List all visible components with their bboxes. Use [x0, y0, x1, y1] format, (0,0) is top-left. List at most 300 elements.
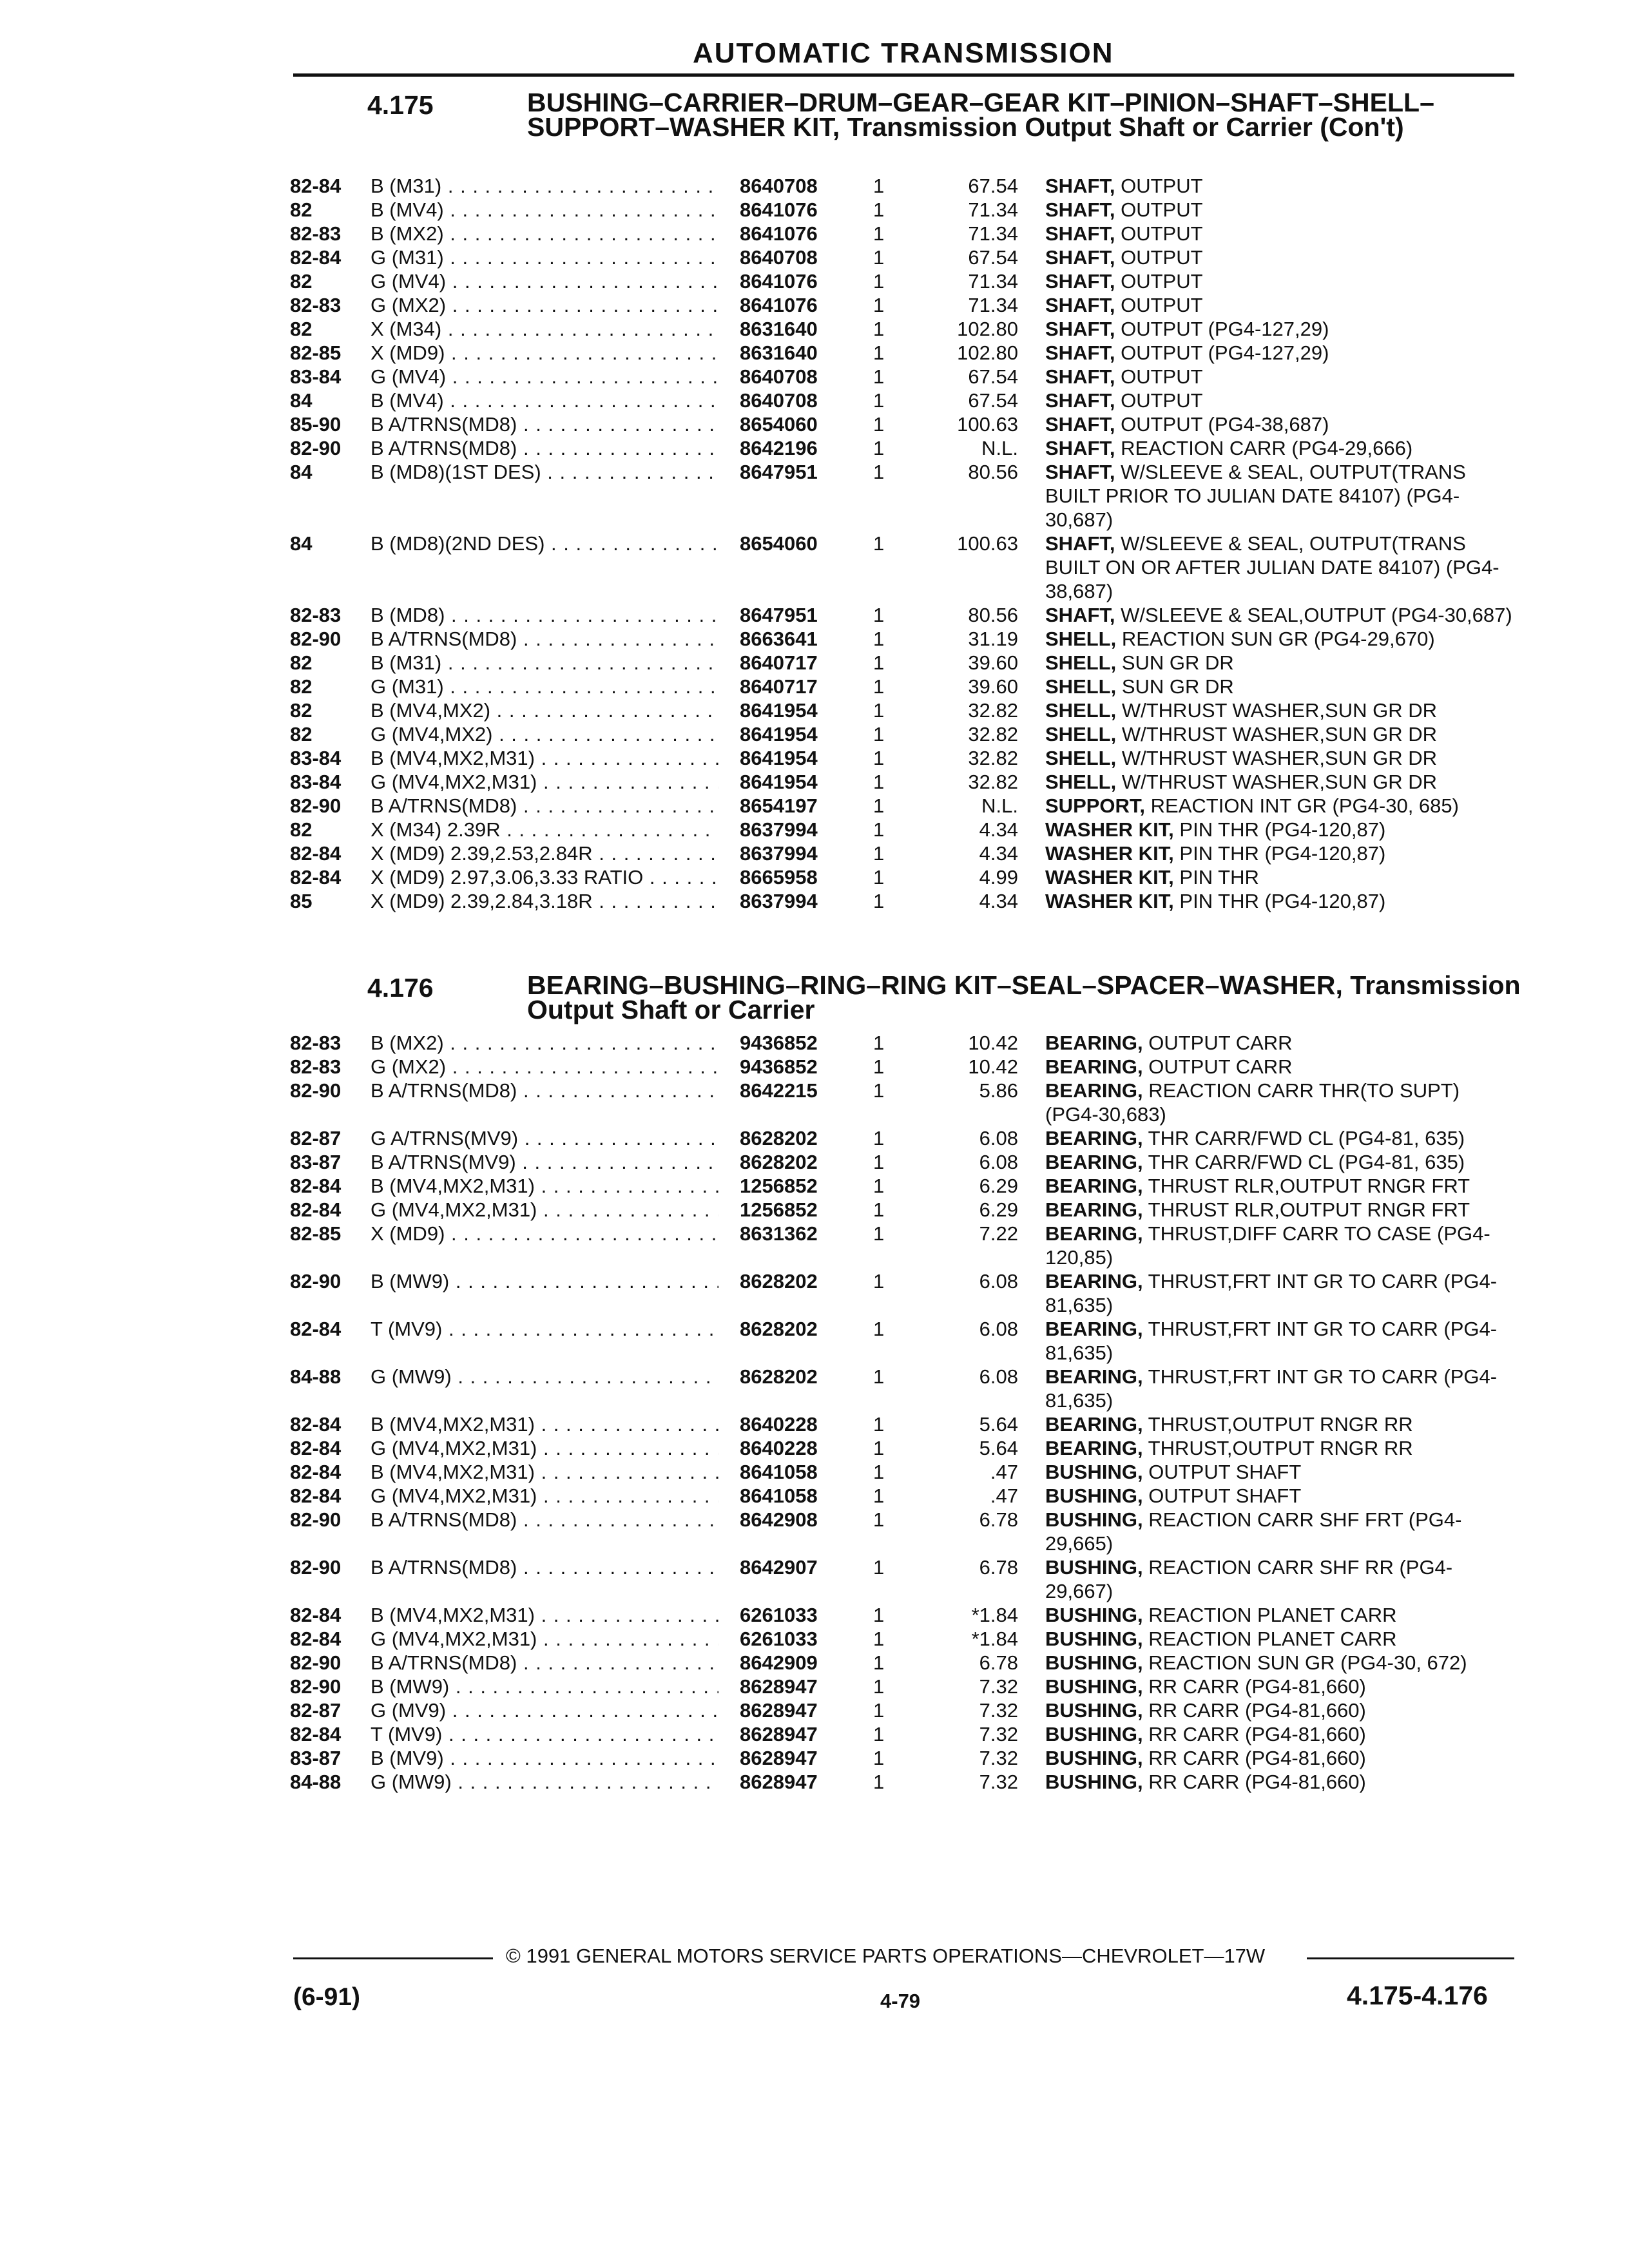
price-cell: 7.32 [979, 1699, 1018, 1722]
table-row [0, 1698, 1629, 1722]
footer-rule-left [293, 1957, 493, 1959]
part-description: RR CARR (PG4-81,660) [1148, 1699, 1366, 1722]
price-cell: 80.56 [968, 604, 1018, 626]
price-cell: 32.82 [968, 747, 1018, 769]
model-cell: X (M34) 2.39R . . . [371, 818, 718, 841]
year-cell: 82-84 [290, 175, 342, 197]
quantity-cell: 1 [873, 1508, 885, 1531]
year-cell: 82-90 [290, 1556, 342, 1579]
quantity-cell: 1 [873, 866, 885, 889]
price-cell: 31.19 [968, 628, 1018, 650]
year-cell: 82 [290, 318, 313, 340]
part-description: OUTPUT [1121, 246, 1203, 269]
year-cell: 82 [290, 198, 313, 221]
part-name: SHAFT, [1045, 222, 1115, 245]
description-cell [1045, 1627, 1512, 1651]
price-cell: 67.54 [968, 389, 1018, 412]
part-number-cell: 8641954 [740, 771, 818, 793]
description-cell [1045, 770, 1512, 794]
part-number-cell: 8665958 [740, 866, 818, 889]
description-cell [1045, 865, 1512, 889]
part-name: SHAFT, [1045, 437, 1115, 459]
part-name: SHAFT, [1045, 318, 1115, 340]
model-cell: B (MV4,MX2,M31) . . . [371, 1460, 718, 1484]
footer-page-number: 4-79 [880, 1990, 921, 2012]
part-description: THRUST RLR,OUTPUT RNGR FRT [1148, 1175, 1470, 1197]
model-cell: B (MV4,MX2,M31) . . . [371, 746, 718, 770]
table-row [0, 1460, 1629, 1484]
quantity-cell: 1 [873, 1485, 885, 1507]
part-number-cell: 8628947 [740, 1699, 818, 1722]
part-name: WASHER KIT, [1045, 818, 1174, 841]
description-cell [1045, 1460, 1512, 1484]
model-cell: G (MV4) . . . [371, 365, 718, 389]
part-number-cell: 8654060 [740, 413, 818, 436]
quantity-cell: 1 [873, 1747, 885, 1769]
table-row [0, 1722, 1629, 1746]
price-cell: 4.99 [979, 866, 1018, 889]
part-number-cell: 8654197 [740, 794, 818, 817]
part-name: SHAFT, [1045, 246, 1115, 269]
description-cell [1045, 460, 1512, 532]
description-cell [1045, 1055, 1512, 1079]
year-cell: 82-84 [290, 246, 342, 269]
part-description: SUN GR DR [1121, 675, 1234, 698]
model-cell: X (MD9) . . . [371, 341, 718, 365]
model-cell: B (MV4,MX2,M31) . . . [371, 1174, 718, 1198]
description-cell [1045, 818, 1512, 841]
price-cell: N.L. [981, 794, 1018, 817]
part-number-cell: 8640708 [740, 365, 818, 388]
description-cell [1045, 1436, 1512, 1460]
part-name: WASHER KIT, [1045, 866, 1174, 889]
quantity-cell: 1 [873, 1079, 885, 1102]
part-description: REACTION PLANET CARR [1148, 1628, 1397, 1650]
part-number-cell: 8637994 [740, 818, 818, 841]
year-cell: 84 [290, 389, 313, 412]
model-cell: B (MD8)(1ST DES) . . . [371, 460, 718, 484]
table-row [0, 770, 1629, 794]
description-cell [1045, 269, 1512, 293]
year-cell: 82-84 [290, 1437, 342, 1459]
table-row [0, 198, 1629, 222]
model-cell: B A/TRNS(MD8) . . . [371, 1555, 718, 1579]
model-cell: B (MW9) . . . [371, 1269, 718, 1293]
description-cell [1045, 198, 1512, 222]
year-cell: 82 [290, 651, 313, 674]
table-row [0, 269, 1629, 293]
part-description: RR CARR (PG4-81,660) [1148, 1747, 1366, 1769]
description-cell [1045, 1698, 1512, 1722]
year-cell: 82-84 [290, 1604, 342, 1626]
part-name: BEARING, [1045, 1127, 1143, 1149]
year-cell: 82-90 [290, 1508, 342, 1531]
year-cell: 82-85 [290, 1222, 342, 1245]
description-cell [1045, 1555, 1512, 1603]
part-description: OUTPUT [1121, 222, 1203, 245]
quantity-cell: 1 [873, 651, 885, 674]
part-number-cell: 8642196 [740, 437, 818, 459]
part-number-cell: 8628947 [740, 1771, 818, 1793]
model-cell: B (M31) . . . [371, 651, 718, 675]
price-cell: 67.54 [968, 365, 1018, 388]
model-cell: B A/TRNS(MD8) . . . [371, 1508, 718, 1532]
quantity-cell: 1 [873, 723, 885, 745]
quantity-cell: 1 [873, 1651, 885, 1674]
parts-table [0, 1031, 1629, 1794]
description-cell [1045, 1603, 1512, 1627]
price-cell: N.L. [981, 437, 1018, 459]
description-cell [1045, 245, 1512, 269]
year-cell: 83-84 [290, 771, 342, 793]
quantity-cell: 1 [873, 675, 885, 698]
part-name: SHELL, [1045, 747, 1117, 769]
year-cell: 82-84 [290, 1461, 342, 1483]
year-cell: 82-84 [290, 1485, 342, 1507]
part-number-cell: 1256852 [740, 1198, 818, 1221]
description-cell [1045, 1365, 1512, 1412]
table-row [0, 675, 1629, 698]
parts-table [0, 174, 1629, 913]
price-cell: 10.42 [968, 1055, 1018, 1078]
year-cell: 82-90 [290, 628, 342, 650]
year-cell: 82-84 [290, 1175, 342, 1197]
part-number-cell: 8640708 [740, 175, 818, 197]
price-cell: 67.54 [968, 246, 1018, 269]
price-cell: 6.29 [979, 1198, 1018, 1221]
year-cell: 82-83 [290, 222, 342, 245]
description-cell [1045, 436, 1512, 460]
section-title: BUSHING–CARRIER–DRUM–GEAR–GEAR KIT–PINION–SHAFT–SHELL–SUPPORT–WASHER KIT, Transmission Output Shaft or Carrier (Con't) [527, 88, 1434, 142]
model-cell: B (MV4,MX2) . . . [371, 698, 718, 722]
price-cell: 39.60 [968, 675, 1018, 698]
table-row [0, 1484, 1629, 1508]
table-row [0, 532, 1629, 603]
part-name: SHELL, [1045, 651, 1117, 674]
part-description: REACTION INT GR (PG4-30, 685) [1150, 794, 1459, 817]
quantity-cell: 1 [873, 1437, 885, 1459]
description-cell [1045, 1508, 1512, 1555]
model-cell: B (M31) . . . [371, 174, 718, 198]
description-cell [1045, 1222, 1512, 1269]
part-description: RR CARR (PG4-81,660) [1148, 1771, 1366, 1793]
description-cell [1045, 1269, 1512, 1317]
part-name: BEARING, [1045, 1270, 1143, 1293]
year-cell: 82-84 [290, 866, 342, 889]
part-name: BEARING, [1045, 1198, 1143, 1221]
part-description: W/THRUST WASHER,SUN GR DR [1121, 771, 1437, 793]
part-description: PIN THR [1179, 866, 1259, 889]
model-cell: B (MW9) . . . [371, 1675, 718, 1698]
part-description: OUTPUT [1121, 198, 1203, 221]
model-cell: G (MV4,MX2,M31) . . . [371, 1436, 718, 1460]
table-row [0, 1174, 1629, 1198]
part-name: BUSHING, [1045, 1556, 1143, 1579]
quantity-cell: 1 [873, 1151, 885, 1173]
part-number-cell: 8654060 [740, 532, 818, 555]
year-cell: 82 [290, 818, 313, 841]
year-cell: 82-90 [290, 1675, 342, 1698]
table-row [0, 698, 1629, 722]
year-cell: 84 [290, 532, 313, 555]
price-cell: 39.60 [968, 651, 1018, 674]
part-name: SHAFT, [1045, 604, 1115, 626]
table-row [0, 889, 1629, 913]
part-description: REACTION CARR SHF RR (PG4-29,667) [1045, 1556, 1453, 1602]
part-name: BUSHING, [1045, 1771, 1143, 1793]
quantity-cell: 1 [873, 365, 885, 388]
part-name: SHAFT, [1045, 389, 1115, 412]
part-number-cell: 8628202 [740, 1151, 818, 1173]
footer-copyright: © 1991 GENERAL MOTORS SERVICE PARTS OPERATIONS—CHEVROLET—17W [506, 1945, 1266, 1967]
model-cell: B A/TRNS(MD8) . . . [371, 412, 718, 436]
part-description: PIN THR (PG4-120,87) [1179, 842, 1386, 865]
table-row [0, 722, 1629, 746]
description-cell [1045, 1079, 1512, 1126]
year-cell: 82-84 [290, 1628, 342, 1650]
part-name: BEARING, [1045, 1175, 1143, 1197]
part-name: BUSHING, [1045, 1508, 1143, 1531]
part-number-cell: 8641954 [740, 747, 818, 769]
quantity-cell: 1 [873, 1556, 885, 1579]
quantity-cell: 1 [873, 318, 885, 340]
part-number-cell: 8628947 [740, 1723, 818, 1745]
price-cell: 4.34 [979, 842, 1018, 865]
quantity-cell: 1 [873, 604, 885, 626]
price-cell: 71.34 [968, 222, 1018, 245]
page-header-title: AUTOMATIC TRANSMISSION [693, 37, 1114, 69]
part-description: THRUST,OUTPUT RNGR RR [1148, 1437, 1413, 1459]
part-name: SHAFT, [1045, 294, 1115, 316]
table-row [0, 1603, 1629, 1627]
price-cell: 6.08 [979, 1318, 1018, 1340]
section-number: 4.175 [367, 90, 434, 120]
price-cell: 5.64 [979, 1413, 1018, 1436]
description-cell [1045, 222, 1512, 245]
price-cell: 6.29 [979, 1175, 1018, 1197]
quantity-cell: 1 [873, 1628, 885, 1650]
price-cell: 32.82 [968, 771, 1018, 793]
table-row [0, 222, 1629, 245]
description-cell [1045, 698, 1512, 722]
part-number-cell: 8640228 [740, 1437, 818, 1459]
description-cell [1045, 1317, 1512, 1365]
year-cell: 82-90 [290, 437, 342, 459]
description-cell [1045, 722, 1512, 746]
price-cell: 80.56 [968, 461, 1018, 483]
price-cell: 100.63 [957, 532, 1018, 555]
quantity-cell: 1 [873, 532, 885, 555]
price-cell: 67.54 [968, 175, 1018, 197]
model-cell: X (MD9) 2.97,3.06,3.33 RATIO . . . [371, 865, 718, 889]
quantity-cell: 1 [873, 747, 885, 769]
part-description: THR CARR/FWD CL (PG4-81, 635) [1148, 1151, 1465, 1173]
model-cell: X (MD9) 2.39,2.53,2.84R . . . [371, 841, 718, 865]
part-name: SHELL, [1045, 699, 1117, 722]
price-cell: 5.86 [979, 1079, 1018, 1102]
model-cell: G (MV4,MX2,M31) . . . [371, 1484, 718, 1508]
quantity-cell: 1 [873, 246, 885, 269]
part-number-cell: 8642215 [740, 1079, 818, 1102]
description-cell [1045, 412, 1512, 436]
table-row [0, 174, 1629, 198]
table-row [0, 818, 1629, 841]
table-row [0, 460, 1629, 532]
part-description: REACTION CARR THR(TO SUPT) (PG4-30,683) [1045, 1079, 1460, 1126]
part-number-cell: 8642907 [740, 1556, 818, 1579]
year-cell: 82-83 [290, 294, 342, 316]
part-name: BUSHING, [1045, 1604, 1143, 1626]
part-number-cell: 8647951 [740, 461, 818, 483]
quantity-cell: 1 [873, 890, 885, 912]
description-cell [1045, 341, 1512, 365]
quantity-cell: 1 [873, 818, 885, 841]
table-row [0, 1770, 1629, 1794]
price-cell: .47 [990, 1485, 1018, 1507]
part-description: REACTION CARR SHF FRT (PG4-29,665) [1045, 1508, 1462, 1555]
part-name: WASHER KIT, [1045, 842, 1174, 865]
quantity-cell: 1 [873, 842, 885, 865]
table-row [0, 1746, 1629, 1770]
year-cell: 82-84 [290, 1318, 342, 1340]
quantity-cell: 1 [873, 1055, 885, 1078]
price-cell: 7.32 [979, 1771, 1018, 1793]
description-cell [1045, 365, 1512, 389]
quantity-cell: 1 [873, 1175, 885, 1197]
price-cell: 102.80 [957, 318, 1018, 340]
part-description: THR CARR/FWD CL (PG4-81, 635) [1148, 1127, 1465, 1149]
description-cell [1045, 317, 1512, 341]
price-cell: *1.84 [971, 1628, 1018, 1650]
model-cell: B (MV4) . . . [371, 198, 718, 222]
table-row [0, 1317, 1629, 1365]
description-cell [1045, 174, 1512, 198]
quantity-cell: 1 [873, 341, 885, 364]
part-number-cell: 8628202 [740, 1318, 818, 1340]
description-cell [1045, 889, 1512, 913]
description-cell [1045, 1412, 1512, 1436]
model-cell: G (MV4,MX2,M31) . . . [371, 1627, 718, 1651]
table-row [0, 317, 1629, 341]
quantity-cell: 1 [873, 389, 885, 412]
section-title: BEARING–BUSHING–RING–RING KIT–SEAL–SPACER–WASHER, Transmission Output Shaft or Carrier [527, 970, 1521, 1024]
model-cell: G (MV9) . . . [371, 1698, 718, 1722]
year-cell: 82-85 [290, 341, 342, 364]
part-name: SHAFT, [1045, 532, 1115, 555]
part-description: PIN THR (PG4-120,87) [1179, 890, 1386, 912]
part-number-cell: 8631640 [740, 341, 818, 364]
table-row [0, 1031, 1629, 1055]
model-cell: G (M31) . . . [371, 245, 718, 269]
part-description: W/SLEEVE & SEAL,OUTPUT (PG4-30,687) [1121, 604, 1512, 626]
year-cell: 84-88 [290, 1365, 342, 1388]
footer-date: (6-91) [293, 1983, 361, 2011]
model-cell: B A/TRNS(MD8) . . . [371, 436, 718, 460]
table-row [0, 1079, 1629, 1126]
part-number-cell: 8640228 [740, 1413, 818, 1436]
part-name: SHELL, [1045, 771, 1117, 793]
price-cell: 6.78 [979, 1556, 1018, 1579]
year-cell: 82-87 [290, 1127, 342, 1149]
description-cell [1045, 532, 1512, 603]
part-name: BEARING, [1045, 1079, 1143, 1102]
year-cell: 83-84 [290, 365, 342, 388]
table-row [0, 1627, 1629, 1651]
price-cell: 32.82 [968, 723, 1018, 745]
quantity-cell: 1 [873, 1604, 885, 1626]
part-number-cell: 8628947 [740, 1675, 818, 1698]
part-name: BEARING, [1045, 1437, 1143, 1459]
description-cell [1045, 1722, 1512, 1746]
part-name: SUPPORT, [1045, 794, 1146, 817]
price-cell: 5.64 [979, 1437, 1018, 1459]
table-row [0, 1412, 1629, 1436]
model-cell: G (MX2) . . . [371, 1055, 718, 1079]
table-row [0, 1126, 1629, 1150]
part-number-cell: 6261033 [740, 1628, 818, 1650]
part-description: OUTPUT [1121, 270, 1203, 293]
quantity-cell: 1 [873, 1032, 885, 1054]
quantity-cell: 1 [873, 1699, 885, 1722]
part-description: REACTION SUN GR (PG4-30, 672) [1148, 1651, 1467, 1674]
table-row [0, 627, 1629, 651]
year-cell: 82-87 [290, 1699, 342, 1722]
quantity-cell: 1 [873, 699, 885, 722]
description-cell [1045, 746, 1512, 770]
quantity-cell: 1 [873, 198, 885, 221]
description-cell [1045, 1746, 1512, 1770]
price-cell: 6.08 [979, 1365, 1018, 1388]
part-number-cell: 8631640 [740, 318, 818, 340]
year-cell: 82-90 [290, 794, 342, 817]
part-description: THRUST,FRT INT GR TO CARR (PG4-81,635) [1045, 1318, 1498, 1364]
part-description: OUTPUT SHAFT [1148, 1461, 1302, 1483]
description-cell [1045, 675, 1512, 698]
table-row [0, 1222, 1629, 1269]
model-cell: G A/TRNS(MV9) . . . [371, 1126, 718, 1150]
part-description: W/THRUST WASHER,SUN GR DR [1121, 747, 1437, 769]
quantity-cell: 1 [873, 1222, 885, 1245]
table-row [0, 794, 1629, 818]
section-number: 4.176 [367, 973, 434, 1003]
table-row [0, 1269, 1629, 1317]
part-number-cell: 8641076 [740, 294, 818, 316]
year-cell: 82-84 [290, 1198, 342, 1221]
model-cell: B A/TRNS(MD8) . . . [371, 1651, 718, 1675]
part-name: SHELL, [1045, 723, 1117, 745]
year-cell: 85 [290, 890, 313, 912]
part-description: REACTION CARR (PG4-29,666) [1121, 437, 1413, 459]
year-cell: 82 [290, 270, 313, 293]
part-number-cell: 8641058 [740, 1485, 818, 1507]
part-number-cell: 8637994 [740, 890, 818, 912]
price-cell: 7.32 [979, 1675, 1018, 1698]
model-cell: G (MW9) . . . [371, 1365, 718, 1389]
price-cell: 6.78 [979, 1651, 1018, 1674]
part-description: RR CARR (PG4-81,660) [1148, 1675, 1366, 1698]
part-name: BUSHING, [1045, 1628, 1143, 1650]
part-number-cell: 8628202 [740, 1270, 818, 1293]
part-name: BUSHING, [1045, 1699, 1143, 1722]
part-name: WASHER KIT, [1045, 890, 1174, 912]
price-cell: 7.32 [979, 1747, 1018, 1769]
part-name: SHAFT, [1045, 175, 1115, 197]
model-cell: B (MX2) . . . [371, 1031, 718, 1055]
price-cell: *1.84 [971, 1604, 1018, 1626]
quantity-cell: 1 [873, 461, 885, 483]
quantity-cell: 1 [873, 1198, 885, 1221]
part-number-cell: 8641076 [740, 270, 818, 293]
